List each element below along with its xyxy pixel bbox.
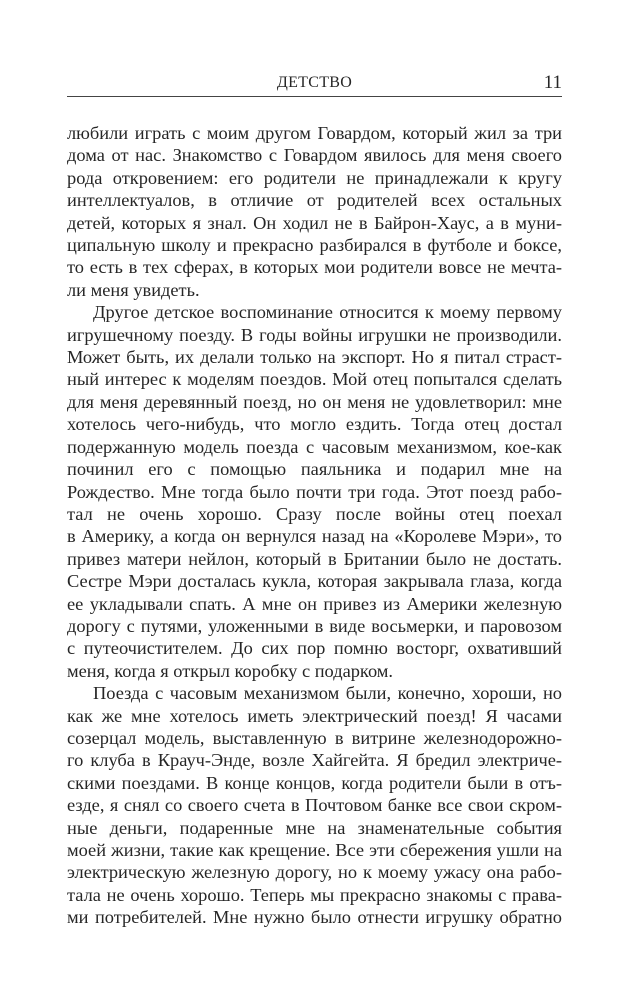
text-line: интеллектуалов, в отличие от родителей всех остальных	[67, 190, 562, 211]
text-line: ее укладывали спать. А мне он привез из Америки железную	[67, 593, 562, 614]
text-line: рода откровением: его родители не принадлежали к кругу	[67, 167, 562, 188]
text-line: дома от нас. Знакомство с Говардом явилось для меня своего	[67, 145, 562, 166]
text-line: подержанную модель поезда с часовым механизмом, кое-как	[67, 436, 562, 457]
body-text	[67, 122, 562, 929]
text-line: го клуба в Крауч-Энде, возле Хайгейта. Я бредил электриче-	[67, 750, 562, 771]
text-line: ми потребителей. Мне нужно было отнести игрушку обратно	[67, 907, 562, 928]
paragraph	[67, 682, 562, 928]
text-line: тала не очень хорошо. Теперь мы прекрасно знакомы с права-	[67, 884, 562, 905]
text-line: ли меня увидеть.	[67, 279, 200, 300]
text-line: ный интерес к моделям поездов. Мой отец попытался сделать	[67, 369, 562, 390]
text-line: в Америку, а когда он вернулся назад на «Королеве Мэри», то	[67, 526, 562, 547]
text-line: электрическую железную дорогу, но к моему ужасу она рабо-	[67, 862, 562, 883]
text-line: то есть в тех сферах, в которых мои родители вовсе не мечта-	[67, 257, 562, 278]
text-line: детей, которых я знал. Он ходил не в Байрон-Хаус, а в муни-	[67, 212, 562, 233]
text-line: Сестре Мэри досталась кукла, которая закрывала глаза, когда	[67, 571, 562, 592]
page-header	[67, 72, 562, 96]
text-line: игрушечному поезду. В годы войны игрушки не производили.	[67, 324, 562, 345]
text-line: Рождество. Мне тогда было почти три года. Этот поезд рабо-	[67, 481, 562, 502]
running-title: ДЕТСТВО	[276, 74, 353, 91]
text-line: Может быть, их делали только на экспорт. Но я питал страст-	[67, 347, 562, 368]
text-line: хотелось чего-нибудь, что могло ездить. Тогда отец достал	[67, 414, 562, 435]
text-line: дорогу с путями, уложенными в виде восьмерки, и паровозом	[67, 615, 562, 636]
paragraph	[67, 122, 562, 301]
paragraph	[67, 301, 562, 682]
text-line: меня, когда я открыл коробку с подарком.	[67, 660, 394, 681]
header-rule	[67, 96, 562, 97]
text-line: езде, я снял со своего счета в Почтовом банке все свои скром-	[67, 795, 562, 816]
text-line: скими поездами. В конце концов, когда родители были в отъ-	[67, 772, 562, 793]
page-number: 11	[543, 72, 562, 93]
text-line: ные деньги, подаренные мне на знаменательные события	[67, 817, 562, 838]
text-line: с путеочистителем. До сих пор помню восторг, охвативший	[67, 638, 562, 659]
text-line: моей жизни, такие как крещение. Все эти сбережения ушли на	[67, 840, 562, 860]
text-line: починил его с помощью паяльника и подарил мне на	[67, 459, 562, 480]
text-line: любили играть с моим другом Говардом, который жил за три	[67, 123, 562, 143]
text-line: созерцал модель, выставленную в витрине железнодорожно-	[67, 727, 562, 748]
text-line: ципальную школу и прекрасно разбирался в футболе и боксе,	[67, 235, 562, 256]
text-line: Другое детское воспоминание относится к моему первому	[93, 302, 562, 323]
text-line: Поезда с часовым механизмом были, конечно, хороши, но	[93, 683, 562, 704]
text-line: как же мне хотелось иметь электрический поезд! Я часами	[67, 705, 562, 726]
text-line: для меня деревянный поезд, но он меня не удовлетворил: мне	[67, 391, 562, 412]
text-line: тал не очень хорошо. Сразу после войны отец поехал	[67, 503, 562, 524]
text-line: привез матери нейлон, который в Британии было не достать.	[67, 548, 562, 569]
